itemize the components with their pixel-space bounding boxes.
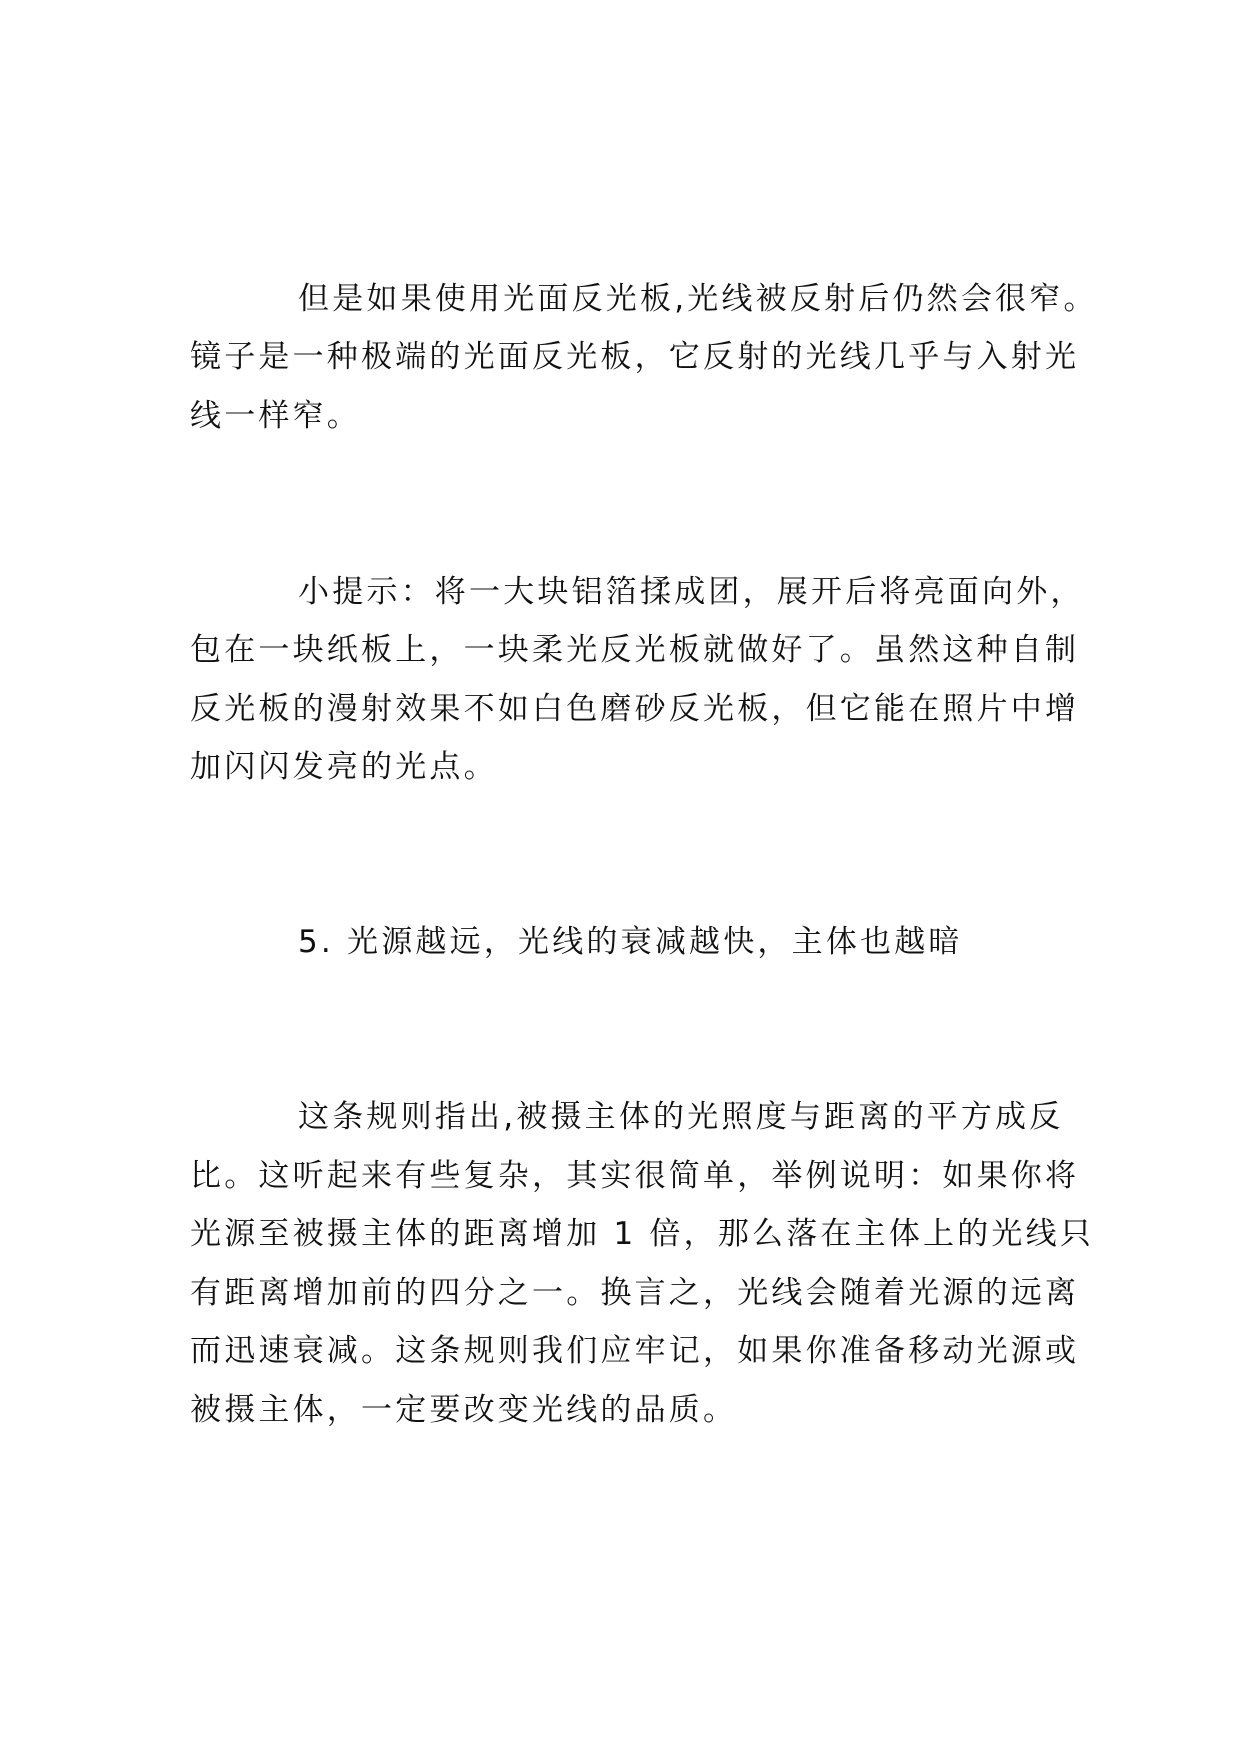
paragraph-4-line-6: 被摄主体，一定要改变光线的品质。 bbox=[190, 1392, 738, 1428]
paragraph-4-line-4: 有距离增加前的四分之一。换言之，光线会随着光源的远离 bbox=[190, 1275, 1080, 1311]
tip-paragraph-line-4: 加闪闪发亮的光点。 bbox=[190, 749, 498, 785]
paragraph-1-line-3: 线一样窄。 bbox=[190, 398, 361, 434]
paragraph-4-line-5: 而迅速衰减。这条规则我们应牢记，如果你准备移动光源或 bbox=[190, 1333, 1080, 1369]
paragraph-4-line-3: 光源至被摄主体的距离增加 1 倍，那么落在主体上的光线只 bbox=[190, 1216, 1095, 1252]
tip-paragraph-line-1: 小提示：将一大块铝箔揉成团，展开后将亮面向外， bbox=[298, 574, 1085, 610]
paragraph-1-line-1: 但是如果使用光面反光板,光线被反射后仍然会很窄。 bbox=[298, 281, 1098, 317]
tip-paragraph-line-3: 反光板的漫射效果不如白色磨砂反光板，但它能在照片中增 bbox=[190, 691, 1080, 727]
paragraph-4-line-2: 比。这听起来有些复杂，其实很简单，举例说明：如果你将 bbox=[190, 1158, 1080, 1194]
paragraph-4-line-1: 这条规则指出,被摄主体的光照度与距离的平方成反 bbox=[298, 1099, 1064, 1135]
tip-paragraph-line-2: 包在一块纸板上，一块柔光反光板就做好了。虽然这种自制 bbox=[190, 632, 1080, 668]
section-heading: 5. 光源越远，光线的衰减越快，主体也越暗 bbox=[298, 924, 963, 960]
paragraph-1-line-2: 镜子是一种极端的光面反光板，它反射的光线几乎与入射光 bbox=[190, 339, 1080, 375]
